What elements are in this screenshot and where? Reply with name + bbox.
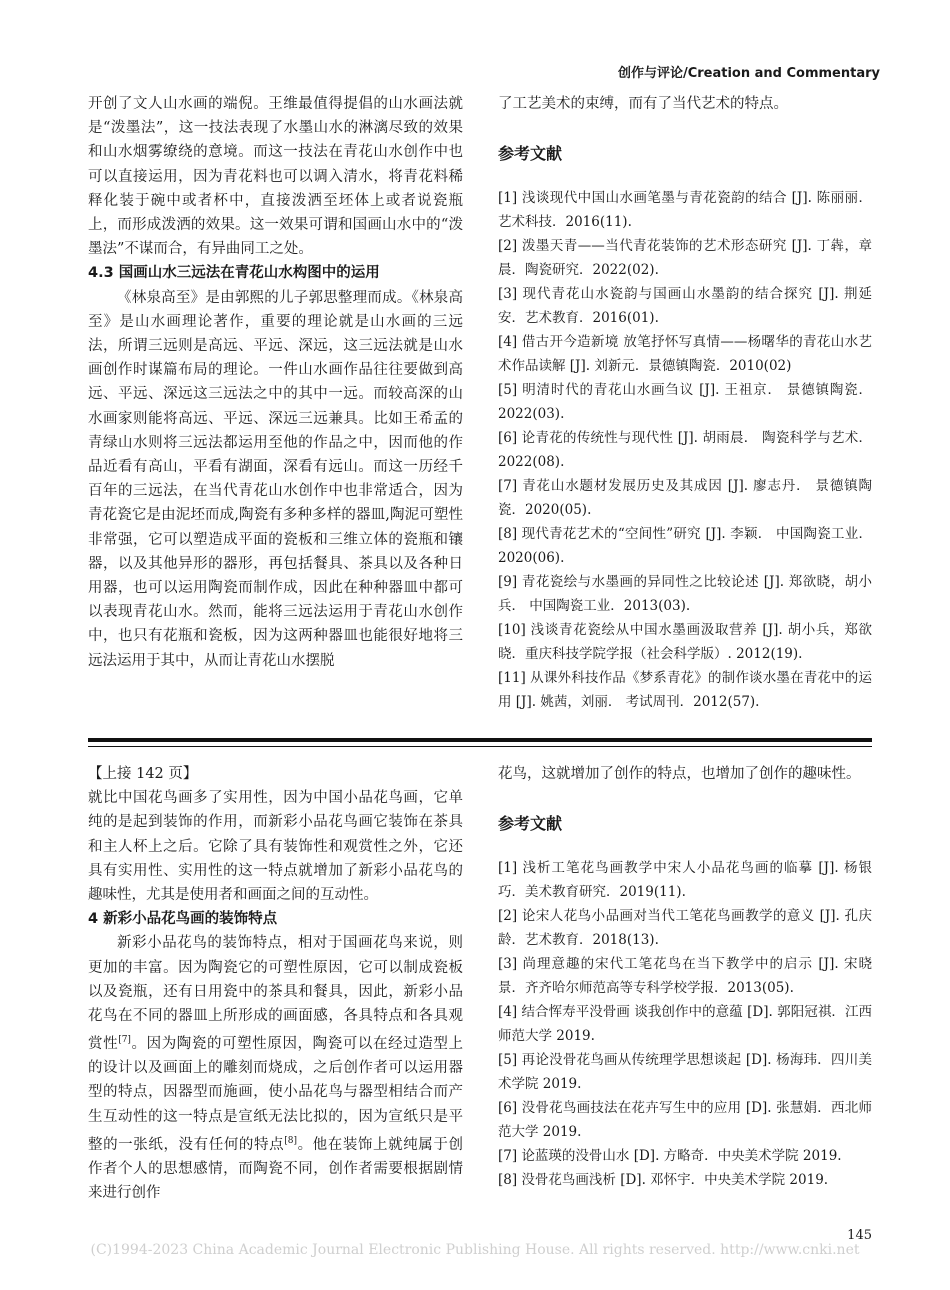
paragraph-text: 。因为陶瓷的可塑性原因，陶瓷可以在经过造型上的设计以及画面上的雕刻而烧成，之后创作者可以运用器型的特点，因器型而施画，使小品花鸟与器型相结合而产生互动性的这一特点是宣纸无法比拟的，因为宣纸只是平整的一张纸，没有任何的特点 [88,1036,463,1153]
continued-from-note: 【上接 142 页】 [88,766,198,782]
reference-item: [10] 浅谈青花瓷绘从中国水墨画汲取营养 [J]. 胡小兵，郑欲晓．重庆科技学院学报（社会科学版）. 2012(19). [498,622,872,663]
reference-item: [2] 泼墨天青——当代青花装饰的艺术形态研究 [J]. 丁犇，章晨．陶瓷研究．2022(02). [498,238,872,279]
paragraph-text: 新彩小品花鸟的装饰特点，相对于国画花鸟来说，则更加的丰富。因为陶瓷它的可塑性原因，它可以制成瓷板以及瓷瓶，还有日用瓷中的茶具和餐具，因此，新彩小品花鸟在不同的器皿上所形成的画面感，各具特点和各具观赏性 [88,935,463,1053]
citation-marker: [8] [284,1135,297,1146]
references-list [498,856,872,1192]
article-divider-thick [88,738,872,742]
top-right-column [498,92,872,714]
section-heading: 4.3 国画山水三远法在青花山水构图中的运用 [88,265,380,282]
paragraph: 就比中国花鸟画多了实用性，因为中国小品花鸟画，它单纯的是起到装饰的作用，而新彩小品花鸟画它装饰在茶具和主人杯上之后。它除了具有装饰性和观赏性之外，它还具有实用性、实用性的这一特点就增加了新彩小品花鸟的趣味性，尤其是使用者和画面之间的互动性。 [88,790,463,904]
paragraph: 花鸟，这就增加了创作的特点，也增加了创作的趣味性。 [498,766,861,782]
top-left-column [88,92,463,673]
reference-item: [6] 论青花的传统性与现代性 [J]. 胡雨晨． 陶瓷科学与艺术．2022(08). [498,430,872,471]
page-number: 145 [847,1228,872,1243]
paragraph: 《林泉高至》是由郭熙的儿子郭思整理而成。《林泉高至》是山水画理论著作，重要的理论就是山水画的三远法，所谓三远则是高远、平远、深远，这三远法就是山水画创作时谋篇布局的理论。一件山水画作品往往要做到高远、平远、深远这三远法之中的其中一远。而较高深的山水画家则能将高远、平远、深远三远兼具。比如王希孟的青绿山水则将三远法都运用至他的作品之中，因而他的作品近看有高山，平看有湖面，深看有远山。而这一历经千百年的三远法，在当代青花山水创作中也非常适合，因为青花瓷它是由泥坯而成,陶瓷有多种多样的器皿,陶泥可塑性非常强，它可以塑造成平面的瓷板和三维立体的瓷瓶和镶器，以及其他异形的器形，再包括餐具、茶具以及各种日用器，也可以运用陶瓷而制作成，因此在种种器皿中都可以表现青花山水。然而，能将三远法运用于青花山水创作中，也只有花瓶和瓷板，因为这两种器皿也能很好地将三远法运用于其中，从而让青花山水摆脱 [88,289,463,669]
citation-marker: [7] [118,1035,131,1046]
reference-item: [8] 没骨花鸟画浅析 [D]. 邓怀宇．中央美术学院 2019. [498,1172,829,1189]
reference-item: [2] 论宋人花鸟小品画对当代工笔花鸟画教学的意义 [J]. 孔庆龄．艺术教育．2018(13). [498,908,872,949]
reference-item: [7] 论蓝瑛的没骨山水 [D]. 方略奇．中央美术学院 2019. [498,1148,842,1165]
reference-item: [7] 青花山水题材发展历史及其成因 [J]. 廖志丹． 景德镇陶瓷．2020(05). [498,478,872,519]
reference-item: [8] 现代青花艺术的“空间性”研究 [J]. 李颖． 中国陶瓷工业．2020(06). [498,526,872,567]
reference-item: [1] 浅析工笔花鸟画教学中宋人小品花鸟画的临摹 [J]. 杨银巧．美术教育研究．2019(11). [498,860,872,901]
paragraph: 了工艺美术的束缚，而有了当代艺术的特点。 [498,96,788,112]
reference-item: [1] 浅谈现代中国山水画笔墨与青花瓷韵的结合 [J]. 陈丽丽．艺术科技．2016(11). [498,190,872,231]
reference-item: [5] 明清时代的青花山水画刍议 [J]. 王祖京． 景德镇陶瓷．2022(03). [498,382,872,423]
reference-item: [6] 没骨花鸟画技法在花卉写生中的应用 [D]. 张慧娟．西北师范大学 2019. [498,1100,872,1141]
reference-item: [4] 结合恽寿平没骨画 谈我创作中的意蕴 [D]. 郭阳冠祺．江西师范大学 2019. [498,1004,872,1045]
bottom-right-column [498,762,872,1192]
references-title: 参考文献 [498,144,563,164]
section-heading: 4 新彩小品花鸟画的装饰特点 [88,911,278,928]
reference-item: [11] 从课外科技作品《梦系青花》的制作谈水墨在青花中的运用 [J]. 姚茜，刘丽． 考试周刊．2012(57). [498,670,872,711]
reference-item: [5] 再论没骨花鸟画从传统理学思想谈起 [D]. 杨海玮．四川美术学院 2019. [498,1052,872,1093]
journal-section-header: 创作与评论/Creation and Commentary [617,66,880,81]
article-divider-thin [88,746,872,747]
paragraph: 开创了文人山水画的端倪。王维最值得提倡的山水画法就是“泼墨法”，这一技法表现了水墨山水的淋漓尽致的效果和山水烟雾缭绕的意境。而这一技法在青花山水创作中也可以直接运用，因为青花料也可以调入清水，将青花料稀释化装于碗中或者杯中，直接泼洒至坯体上或者说瓷瓶上，而形成泼洒的效果。这一效果可谓和国画山水中的“泼墨法”不谋而合，有异曲同工之处。 [88,96,463,258]
references-list [498,186,872,714]
reference-item: [3] 尚理意趣的宋代工笔花鸟在当下教学中的启示 [J]. 宋晓景．齐齐哈尔师范高等专科学校学报．2013(05). [498,956,872,997]
paragraph-text: 。他在装饰上就纯属于创作者个人的思想感情，而陶瓷不同，创作者需要根据剧情来进行创作 [88,1136,463,1202]
reference-item: [9] 青花瓷绘与水墨画的异同性之比较论述 [J]. 郑欲晓，胡小兵． 中国陶瓷工业．2013(03). [498,574,872,615]
reference-item: [4] 借古开今造新境 放笔抒怀写真情——杨曙华的青花山水艺术作品读解 [J]. 刘新元．景德镇陶瓷．2010(02) [498,334,872,375]
reference-item: [3] 现代青花山水瓷韵与国画山水墨韵的结合探究 [J]. 荆延安．艺术教育．2016(01). [498,286,872,327]
references-title: 参考文献 [498,814,563,834]
bottom-left-column [88,762,463,1205]
copyright-watermark: (C)1994-2023 China Academic Journal Electronic Publishing House. All rights reserved. http://www.cnki.net [90,1242,860,1258]
paragraph [88,931,463,1205]
